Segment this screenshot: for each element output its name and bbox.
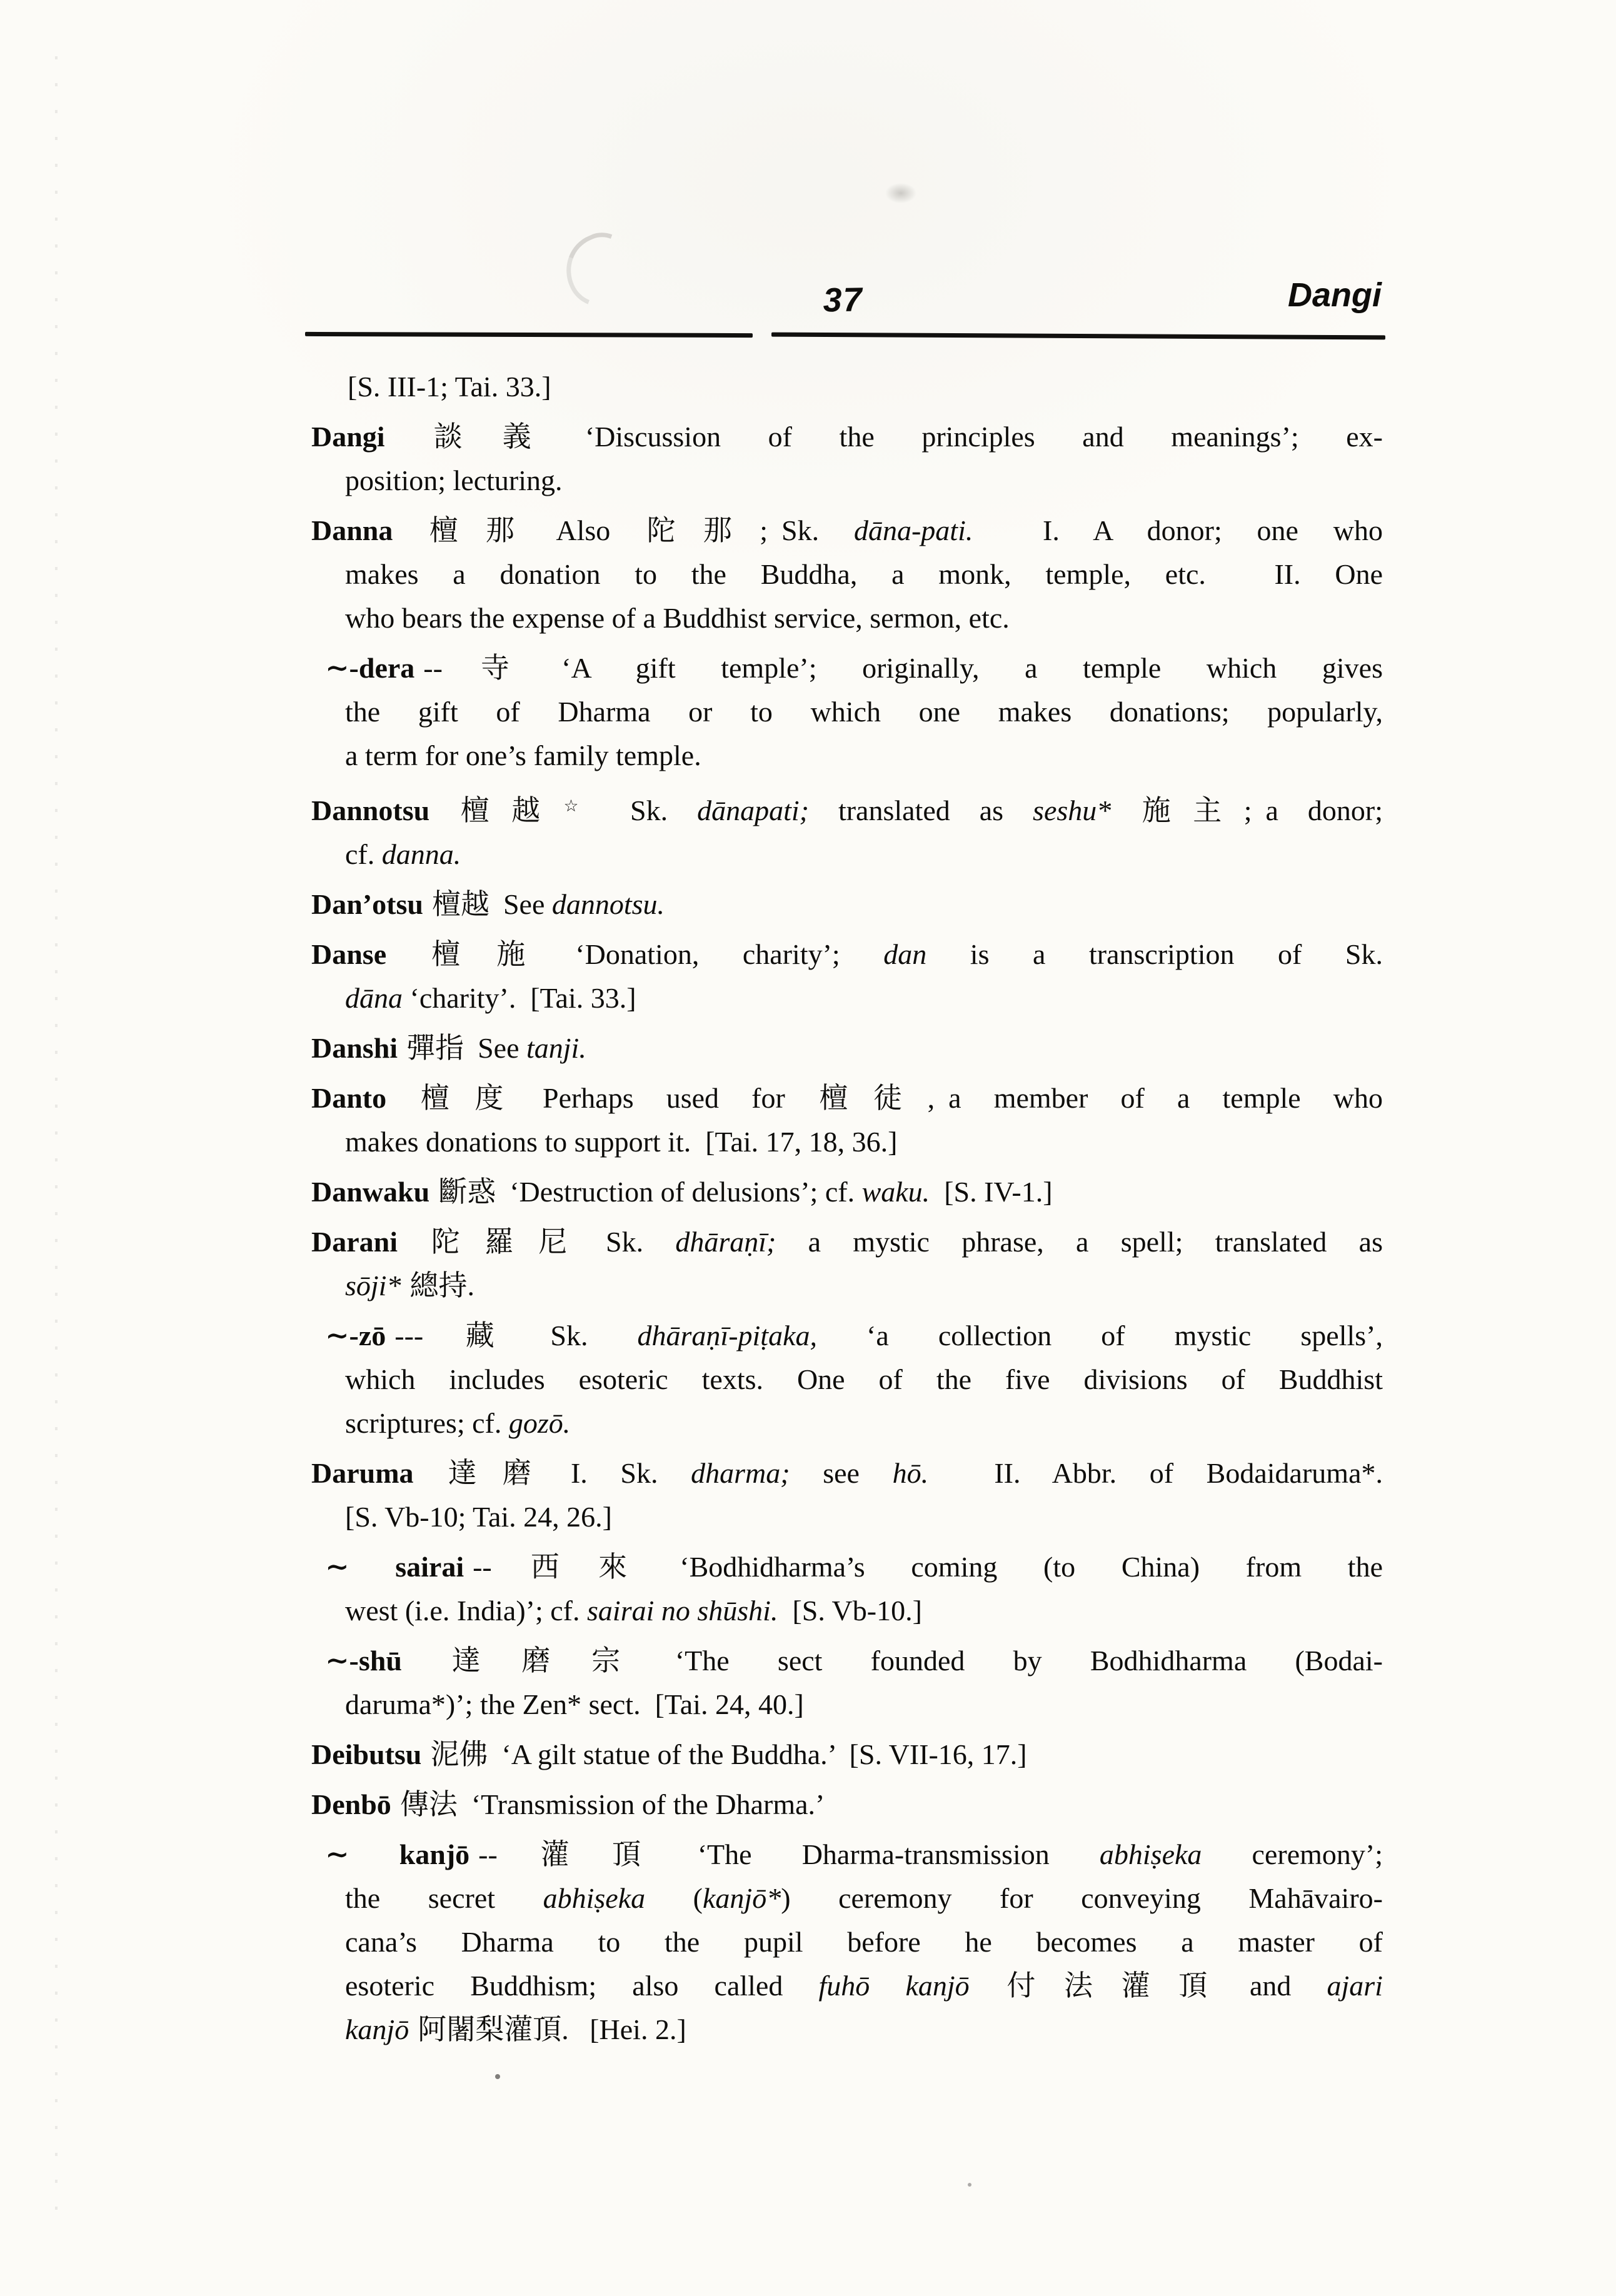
entry-line: [311, 1170, 1383, 1214]
entry-text: cana’s Dharma to the pupil before he becomes a master of: [345, 1926, 1383, 1958]
kanji-text: 達磨: [422, 1457, 557, 1489]
entry-line: [311, 1401, 1383, 1445]
entry-line: [311, 1120, 1383, 1164]
entry-text: which includes esoteric texts. One of the five divisions of Buddhist: [345, 1363, 1383, 1395]
entry-text: [S. Vb-10.]: [778, 1595, 922, 1627]
kanji-text: 陀那;: [619, 514, 768, 546]
entry-headword: Darani: [311, 1226, 398, 1258]
kanji-text: --灌頂: [478, 1838, 684, 1870]
dictionary-entry-danotsu: [311, 883, 1383, 926]
entry-line: [311, 509, 1383, 553]
entry-line: [311, 933, 1383, 976]
scan-speck: [968, 2183, 971, 2187]
italic-term: sairai no shūshi.: [587, 1595, 778, 1627]
entry-text: Sk.: [606, 1226, 676, 1258]
entry-text: Also: [556, 514, 611, 546]
entry-text: Perhaps used for: [542, 1082, 785, 1114]
kanji-text: 檀徒,: [793, 1082, 935, 1114]
running-head: Dangi: [1287, 276, 1382, 314]
italic-term: hō.: [892, 1457, 929, 1489]
entry-text: Sk.: [550, 1320, 638, 1351]
entry-line: [311, 1733, 1383, 1777]
entry-text: ‘Discussion of the principles and meanings’; ex-: [585, 421, 1383, 453]
entry-text: daruma*)’; the Zen* sect. [Tai. 24, 40.]: [345, 1688, 804, 1720]
entry-text: the secret: [345, 1882, 543, 1914]
kanji-text: 檀那: [401, 514, 543, 546]
entry-line: [311, 784, 1383, 833]
entry-headword: ∼-dera: [325, 652, 415, 684]
dictionary-entry-danshi: [311, 1026, 1383, 1070]
kanji-text: 總持.: [409, 1270, 474, 1301]
entry-text: ‘The sect founded by Bodhidharma (Bodai-: [675, 1645, 1383, 1677]
entry-text: II. Abbr. of Bodaidaruma*.: [928, 1457, 1383, 1489]
entry-text: ‘A gift temple’; originally, a temple which gives: [561, 652, 1383, 684]
entry-text: [S. Vb-10; Tai. 24, 26.]: [345, 1501, 612, 1533]
entry-headword: Dan’otsu: [311, 888, 423, 920]
dictionary-entry-danna: [311, 509, 1383, 640]
header-rule-right: [771, 333, 1385, 340]
entry-text: a donor;: [1265, 795, 1383, 826]
entry-headword: ∼ sairai: [325, 1551, 464, 1583]
italic-term: kanjō*: [703, 1882, 781, 1914]
dictionary-entries: [311, 365, 1383, 2052]
entry-line: [311, 1314, 1383, 1358]
italic-term: fuhō kanjō: [818, 1970, 970, 2002]
entry-line: [311, 1026, 1383, 1070]
entry-text: west (i.e. India)’; cf.: [345, 1595, 588, 1627]
entry-headword: Danse: [311, 938, 387, 970]
italic-term: gozō.: [508, 1407, 571, 1439]
entry-line: [311, 1833, 1383, 1877]
entry-line: [311, 1783, 1383, 1827]
entry-headword: Danshi: [311, 1032, 398, 1064]
entry-text: ceremony’;: [1202, 1838, 1383, 1870]
entry-line: [311, 690, 1383, 734]
kanji-text: 檀度: [395, 1082, 529, 1114]
entry-line: [311, 1589, 1383, 1633]
scan-smudge: [885, 183, 917, 204]
dictionary-entry-daruma-shu: [311, 1639, 1383, 1727]
entry-headword: Daruma: [311, 1457, 414, 1489]
entry-text: ‘Donation, charity’;: [575, 938, 884, 970]
italic-term: seshu*: [1033, 795, 1112, 826]
entry-headword: ∼-zō: [325, 1320, 386, 1351]
kanji-text: --西來: [473, 1551, 666, 1583]
page-header: [311, 276, 1383, 325]
entry-line: [311, 1358, 1383, 1401]
entry-text: ‘Destruction of delusions’; cf.: [509, 1176, 862, 1208]
dictionary-entry-dangi: [311, 415, 1383, 503]
dictionary-entry-continued-reference: [311, 365, 1383, 409]
kanji-text: 檀施: [395, 938, 562, 970]
entry-line: [311, 1639, 1383, 1683]
entry-text: (: [645, 1882, 703, 1914]
entry-line: [311, 1451, 1383, 1495]
kanji-text: ---藏: [394, 1320, 537, 1351]
entry-text: ‘A gilt statue of the Buddha.’ [S. VII-16, 17.]: [501, 1738, 1027, 1770]
entry-text: ‘charity’. [Tai. 33.]: [403, 982, 636, 1014]
dictionary-entry-danwaku: [311, 1170, 1383, 1214]
kanji-text: 斷惑: [438, 1176, 496, 1208]
entry-headword: Danwaku: [311, 1176, 430, 1208]
entry-line: [311, 596, 1383, 640]
entry-line: [311, 1964, 1383, 2008]
kanji-text: 談義: [393, 421, 571, 453]
dictionary-entry-daruma-sairai: [311, 1545, 1383, 1633]
entry-text: and: [1249, 1970, 1327, 2002]
kanji-text: 阿闍梨灌頂.: [418, 2013, 569, 2045]
kanji-text: 施主;: [1120, 795, 1252, 826]
dictionary-entry-daruma: [311, 1451, 1383, 1539]
italic-term: dānapati;: [697, 795, 809, 826]
entry-line: [311, 1545, 1383, 1589]
dictionary-entry-denbo-kanjo: [311, 1833, 1383, 2052]
kanji-text: 達磨宗: [410, 1645, 661, 1677]
entry-line: [311, 2008, 1383, 2052]
entry-line: [311, 1076, 1383, 1120]
entry-line: [311, 1220, 1383, 1264]
dictionary-entry-darani: [311, 1220, 1383, 1308]
entry-line: [311, 365, 1383, 409]
entry-text: a term for one’s family temple.: [345, 739, 701, 771]
dictionary-entry-danna-dera: [311, 646, 1383, 778]
entry-headword: ∼-shū: [325, 1645, 402, 1677]
entry-text: [Hei. 2.]: [582, 2013, 686, 2045]
entry-text: position; lecturing.: [345, 464, 563, 496]
entry-line: [311, 883, 1383, 926]
entry-headword: Danna: [311, 514, 393, 546]
entry-headword: Danto: [311, 1082, 387, 1114]
italic-term: ajari: [1327, 1970, 1383, 2002]
entry-line: [311, 459, 1383, 503]
entry-line: [311, 1877, 1383, 1920]
italic-term: tanji.: [526, 1032, 586, 1064]
entry-headword: Denbō: [311, 1788, 391, 1820]
dictionary-entry-deibutsu: [311, 1733, 1383, 1777]
kanji-text: --寺: [423, 652, 548, 684]
italic-term: dannotsu.: [551, 888, 665, 920]
italic-term: dāna: [345, 982, 403, 1014]
kanji-text: 檀越: [438, 795, 563, 826]
entry-text: [S. IV-1.]: [930, 1176, 1053, 1208]
entry-text: I. A donor; one who: [973, 514, 1383, 546]
entry-text: scriptures; cf.: [345, 1407, 509, 1439]
entry-line: [311, 1920, 1383, 1964]
scan-speck: [495, 2074, 500, 2079]
kanji-text: 彈指: [406, 1032, 464, 1064]
entry-line: [311, 646, 1383, 690]
italic-term: abhiṣeka: [1099, 1838, 1202, 1870]
kanji-text: 傳法: [399, 1788, 458, 1820]
entry-text: ‘The Dharma-transmission: [697, 1838, 1100, 1870]
entry-text: esoteric Buddhism; also called: [345, 1970, 819, 2002]
entry-text: is a transcription of Sk.: [926, 938, 1383, 970]
kanji-text: 付法灌頂: [978, 1970, 1236, 2002]
entry-headword: Dannotsu: [311, 795, 430, 826]
entry-line: [311, 734, 1383, 778]
entry-text: who bears the expense of a Buddhist service, sermon, etc.: [345, 602, 1010, 634]
italic-term: dhāraṇī-piṭaka,: [637, 1320, 817, 1351]
star-marker: ☆: [563, 796, 601, 815]
kanji-text: 陀羅尼: [406, 1226, 593, 1258]
entry-text: ‘a collection of mystic spells’,: [817, 1320, 1383, 1351]
entry-text: Sk.: [601, 795, 698, 826]
kanji-text: 泥佛: [430, 1738, 488, 1770]
italic-term: kanjō: [345, 2013, 409, 2045]
entry-text: see: [790, 1457, 893, 1489]
entry-text: makes donations to support it. [Tai. 17, 18, 36.]: [345, 1126, 898, 1158]
entry-text: Sk.: [781, 514, 854, 546]
entry-text: See: [478, 1032, 526, 1064]
entry-line: [311, 976, 1383, 1020]
dictionary-entry-danto: [311, 1076, 1383, 1164]
page-number: 37: [823, 281, 864, 319]
entry-text: cf.: [345, 838, 382, 870]
italic-term: dharma;: [691, 1457, 790, 1489]
entry-text: [S. III-1; Tai. 33.]: [348, 371, 551, 403]
scan-artifact-left-edge: [55, 56, 58, 2232]
entry-line: [311, 1683, 1383, 1727]
italic-term: waku.: [861, 1176, 930, 1208]
entry-headword: Deibutsu: [311, 1738, 422, 1770]
entry-text: a member of a temple who: [948, 1082, 1383, 1114]
dictionary-entry-danse: [311, 933, 1383, 1020]
entry-text: ‘Transmission of the Dharma.’: [471, 1788, 825, 1820]
entry-line: [311, 833, 1383, 876]
kanji-text: 檀越: [431, 888, 489, 920]
dictionary-entry-darani-zo: [311, 1314, 1383, 1445]
entry-text: a mystic phrase, a spell; translated as: [776, 1226, 1383, 1258]
entry-line: [311, 1495, 1383, 1539]
entry-line: [311, 415, 1383, 459]
entry-headword: ∼ kanjō: [325, 1838, 470, 1870]
entry-text: ) ceremony for conveying Mahāvairo-: [781, 1882, 1383, 1914]
entry-text: ‘Bodhidharma’s coming (to China) from the: [680, 1551, 1383, 1583]
dictionary-entry-dannotsu: [311, 784, 1383, 876]
entry-text: the gift of Dharma or to which one makes donations; popularly,: [345, 696, 1383, 728]
entry-line: [311, 1264, 1383, 1308]
entry-line: [311, 553, 1383, 596]
dictionary-entry-denbo: [311, 1783, 1383, 1827]
entry-text: I. Sk.: [570, 1457, 691, 1489]
italic-term: dāna-pati.: [853, 514, 973, 546]
italic-term: sōji*: [345, 1270, 401, 1301]
italic-term: abhiṣeka: [543, 1882, 646, 1914]
text-block: [311, 276, 1383, 2058]
italic-term: dhāraṇī;: [675, 1226, 776, 1258]
entry-text: makes a donation to the Buddha, a monk, temple, etc. II. One: [345, 558, 1383, 590]
entry-headword: Dangi: [311, 421, 385, 453]
italic-term: dan: [883, 938, 927, 970]
entry-text: See: [503, 888, 552, 920]
header-rule-left: [305, 332, 753, 338]
italic-term: danna.: [381, 838, 461, 870]
entry-text: translated as: [808, 795, 1033, 826]
